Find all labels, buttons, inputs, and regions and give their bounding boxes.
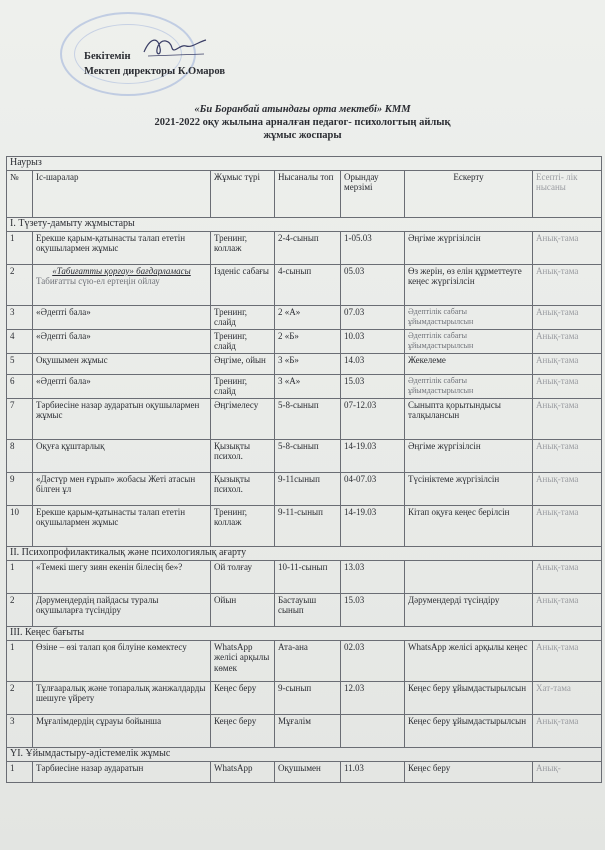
- table-row: [7, 264, 602, 305]
- table-cell: 9-11-сынып: [275, 505, 341, 546]
- table-cell: Анық-тама: [533, 374, 602, 398]
- table-cell: «Әдепті бала»: [33, 374, 211, 398]
- table-cell: 9-сынып: [275, 681, 341, 714]
- table-cell: 5-8-сынып: [275, 439, 341, 472]
- table-cell: Сыныпта қорытындысы талқылансын: [405, 398, 533, 439]
- col-type: Жұмыс түрі: [211, 170, 275, 217]
- school-name: «Би Боранбай атындағы орта мектебі» КММ: [194, 104, 411, 115]
- col-report: Есепті- лік нысаны: [533, 170, 602, 217]
- table-cell: Ойын: [211, 593, 275, 626]
- table-cell: «Әдепті бала»: [33, 329, 211, 353]
- table-cell: Хат-тама: [533, 681, 602, 714]
- table-cell: 14-19.03: [341, 505, 405, 546]
- table-cell: Анық-тама: [533, 398, 602, 439]
- table-cell: 15.03: [341, 593, 405, 626]
- table-cell: 2: [7, 593, 33, 626]
- table-cell: Дәрумендердің пайдасы туралы оқушыларға түсіндіру: [33, 593, 211, 626]
- table-cell: 6: [7, 374, 33, 398]
- table-cell: Анық-тама: [533, 305, 602, 329]
- table-cell: 2 «Б»: [275, 329, 341, 353]
- table-cell: Ата-ана: [275, 640, 341, 681]
- table-cell: Дәрумендерді түсіндіру: [405, 593, 533, 626]
- table-cell: Тренинг, слайд: [211, 305, 275, 329]
- table-cell: WhatsApp желісі арқылы көмек: [211, 640, 275, 681]
- table-cell: 4-сынып: [275, 264, 341, 305]
- table-cell: Тренинг, слайд: [211, 374, 275, 398]
- table-cell: Анық-тама: [533, 505, 602, 546]
- table-cell: 9-11сынып: [275, 472, 341, 505]
- table-cell: Әңгіме жүргізілсін: [405, 231, 533, 264]
- table-cell: 1: [7, 640, 33, 681]
- director-name: Мектеп директоры К.Омаров: [84, 66, 226, 77]
- table-cell: 9: [7, 472, 33, 505]
- table-cell: [405, 560, 533, 593]
- table-cell: «Әдепті бала»: [33, 305, 211, 329]
- table-cell: 1: [7, 761, 33, 782]
- table-row: [7, 714, 602, 747]
- section-title: II. Психопрофилактикалық және психологиялық ағарту: [7, 546, 602, 560]
- table-cell: 02.03: [341, 640, 405, 681]
- table-cell: Кеңес беру ұйымдастырылсын: [405, 681, 533, 714]
- table-cell: 15.03: [341, 374, 405, 398]
- table-cell: Әдептілік сабағы ұйымдастырылсын: [405, 305, 533, 329]
- table-cell: 7: [7, 398, 33, 439]
- table-cell: Мұғалім: [275, 714, 341, 747]
- table-row: [7, 505, 602, 546]
- table-cell: 3 «А»: [275, 374, 341, 398]
- table-row: [7, 761, 602, 782]
- plan-subtitle: жұмыс жоспары: [263, 130, 342, 141]
- plan-title: 2021-2022 оқу жылына арналған педагог- психологтың айлық: [154, 117, 451, 128]
- table-cell: Ерекше қарым-қатынасты талап ететін оқушылармен жұмыс: [33, 505, 211, 546]
- section-title: YI. Ұйымдастыру-әдістемелік жұмыс: [7, 747, 602, 761]
- table-cell: «Дәстүр мен ғұрып» жобасы Жеті атасын білген ұл: [33, 472, 211, 505]
- table-cell: Оқушымен жұмыс: [33, 353, 211, 374]
- table-row: [7, 560, 602, 593]
- table-cell: Әңгімелесу: [211, 398, 275, 439]
- table-cell: 2 «А»: [275, 305, 341, 329]
- table-cell: 11.03: [341, 761, 405, 782]
- table-cell: Әдептілік сабағы ұйымдастырылсын: [405, 329, 533, 353]
- table-cell: 5: [7, 353, 33, 374]
- table-cell: 13.03: [341, 560, 405, 593]
- table-cell: 10: [7, 505, 33, 546]
- table-row: [7, 593, 602, 626]
- month-header: Наурыз: [7, 157, 602, 171]
- table-cell: 2-4-сынып: [275, 231, 341, 264]
- table-cell: Өз жерін, өз елін құрметтеуге кеңес жүргізілсін: [405, 264, 533, 305]
- table-cell: Анық-: [533, 761, 602, 782]
- table-cell: Оқушымен: [275, 761, 341, 782]
- table-cell: 10-11-сынып: [275, 560, 341, 593]
- table-cell: 8: [7, 439, 33, 472]
- table-cell: Мұғалімдердің сұрауы бойынша: [33, 714, 211, 747]
- table-cell: Анық-тама: [533, 560, 602, 593]
- table-cell: Тәрбиесіне назар аударатын: [33, 761, 211, 782]
- col-note: Ескерту: [405, 170, 533, 217]
- table-cell: Кітап оқуға кеңес берілсін: [405, 505, 533, 546]
- table-cell: Оқуға құштарлық: [33, 439, 211, 472]
- table-cell: Әдептілік сабағы ұйымдастырылсын: [405, 374, 533, 398]
- table-row: [7, 681, 602, 714]
- table-cell: Анық-тама: [533, 593, 602, 626]
- table-cell: 2: [7, 681, 33, 714]
- table-cell: 10.03: [341, 329, 405, 353]
- table-cell: Анық-тама: [533, 640, 602, 681]
- table-cell: Тәрбиесіне назар аударатын оқушылармен жұмыс: [33, 398, 211, 439]
- table-cell: Кеңес беру: [211, 681, 275, 714]
- table-cell: Түсініктеме жүргізілсін: [405, 472, 533, 505]
- table-cell: 3 «Б»: [275, 353, 341, 374]
- table-row: [7, 640, 602, 681]
- table-cell: Қызықты психол.: [211, 439, 275, 472]
- table-cell: Ой толғау: [211, 560, 275, 593]
- table-cell: 3: [7, 305, 33, 329]
- table-row: [7, 329, 602, 353]
- table-cell: «Табиғатты қорғау» бағдарламасы Табиғатты сүю-ел ертеңін ойлау: [33, 264, 211, 305]
- section-title: I. Түзету-дамыту жұмыстары: [7, 217, 602, 231]
- table-cell: Тренинг, коллаж: [211, 231, 275, 264]
- table-cell: 04-07.03: [341, 472, 405, 505]
- table-cell: Анық-тама: [533, 231, 602, 264]
- table-cell: Өзіне – өзі талап қоя білуіне көмектесу: [33, 640, 211, 681]
- table-cell: 2: [7, 264, 33, 305]
- col-target: Нысаналы топ: [275, 170, 341, 217]
- table-cell: Анық-тама: [533, 353, 602, 374]
- table-cell: Қызықты психол.: [211, 472, 275, 505]
- table-cell: 1: [7, 560, 33, 593]
- table-row: [7, 472, 602, 505]
- table-cell: 05.03: [341, 264, 405, 305]
- table-cell: Жекелеме: [405, 353, 533, 374]
- table-cell: Ізденіс сабағы: [211, 264, 275, 305]
- table-cell: 07.03: [341, 305, 405, 329]
- table-cell: Әңгіме жүргізілсін: [405, 439, 533, 472]
- table-cell: Әңгіме, ойын: [211, 353, 275, 374]
- col-deadline: Орындау мерзімі: [341, 170, 405, 217]
- table-row: [7, 353, 602, 374]
- col-activities: Іс-шаралар: [33, 170, 211, 217]
- table-cell: Анық-тама: [533, 714, 602, 747]
- table-row: [7, 398, 602, 439]
- table-cell: Анық-тама: [533, 439, 602, 472]
- table-cell: 14.03: [341, 353, 405, 374]
- table-cell: 4: [7, 329, 33, 353]
- table-cell: WhatsApp: [211, 761, 275, 782]
- section-title: III. Кеңес бағыты: [7, 626, 602, 640]
- table-cell: 12.03: [341, 681, 405, 714]
- table-cell: Тренинг, коллаж: [211, 505, 275, 546]
- table-row: [7, 231, 602, 264]
- table-row: [7, 305, 602, 329]
- table-cell: WhatsApp желісі арқылы кеңес: [405, 640, 533, 681]
- table-cell: Анық-тама: [533, 472, 602, 505]
- table-cell: Анық-тама: [533, 329, 602, 353]
- table-cell: Ерекше қарым-қатынасты талап ететін оқушылармен жұмыс: [33, 231, 211, 264]
- table-cell: Тренинг, слайд: [211, 329, 275, 353]
- table-cell: «Темекі шегу зиян екенін білесің бе»?: [33, 560, 211, 593]
- col-no: №: [7, 170, 33, 217]
- table-cell: Тұлғааралық және топаралық жанжалдарды шешуге үйрету: [33, 681, 211, 714]
- table-cell: Анық-тама: [533, 264, 602, 305]
- table-row: [7, 439, 602, 472]
- table-cell: 5-8-сынып: [275, 398, 341, 439]
- table-row: [7, 374, 602, 398]
- signature-mark: [140, 34, 210, 60]
- table-cell: Кеңес беру ұйымдастырылсын: [405, 714, 533, 747]
- table-cell: Бастауыш сынып: [275, 593, 341, 626]
- work-plan-table: [6, 156, 602, 783]
- table-cell: 1: [7, 231, 33, 264]
- table-cell: 3: [7, 714, 33, 747]
- table-cell: 14-19.03: [341, 439, 405, 472]
- table-cell: 1-05.03: [341, 231, 405, 264]
- table-cell: 07-12.03: [341, 398, 405, 439]
- approval-label: Бекітемін: [84, 51, 131, 62]
- table-cell: [341, 714, 405, 747]
- table-cell: Кеңес беру: [405, 761, 533, 782]
- table-cell: Кеңес беру: [211, 714, 275, 747]
